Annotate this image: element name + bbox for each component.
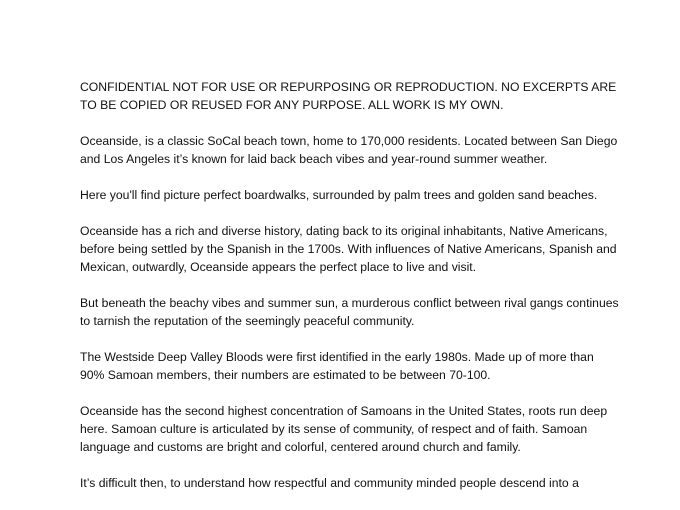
paragraph-intro: Oceanside, is a classic SoCal beach town, home to 170,000 residents. Located between San Diego and Los Angeles it’s known for laid back beach vibes and year-round summer weather. [80, 134, 618, 166]
paragraph-boardwalks: Here you'll find picture perfect boardwalks, surrounded by palm trees and golden sand beaches. [80, 188, 598, 202]
paragraph-cutoff: It’s difficult then, to understand how respectful and community minded people descend into a [80, 476, 579, 490]
paragraph-westside-bloods: The Westside Deep Valley Bloods were first identified in the early 1980s. Made up of more than 90% Samoan members, their numbers are estimated to be between 70-100. [80, 350, 594, 382]
paragraph-history: Oceanside has a rich and diverse history, dating back to its original inhabitants, Native Americans, before being settled by the Spanish in the 1700s. With influences of Native Americans, Spanish and Mexican, outwardly, Oceanside appears the perfect place to live and visit. [80, 224, 617, 274]
paragraph-conflict: But beneath the beachy vibes and summer sun, a murderous conflict between rival gangs continues to tarnish the reputation of the seemingly peaceful community. [80, 296, 619, 328]
paragraph-samoan-culture: Oceanside has the second highest concentration of Samoans in the United States, roots run deep here. Samoan culture is articulated by its sense of community, of respect and of faith. Samoan language and customs are bright and colorful, centered around church and family. [80, 404, 608, 454]
confidentiality-notice: CONFIDENTIAL NOT FOR USE OR REPURPOSING OR REPRODUCTION. NO EXCERPTS ARE TO BE COPIED OR REUSED FOR ANY PURPOSE. ALL WORK IS MY OWN. [80, 80, 617, 112]
document-body [80, 78, 620, 510]
